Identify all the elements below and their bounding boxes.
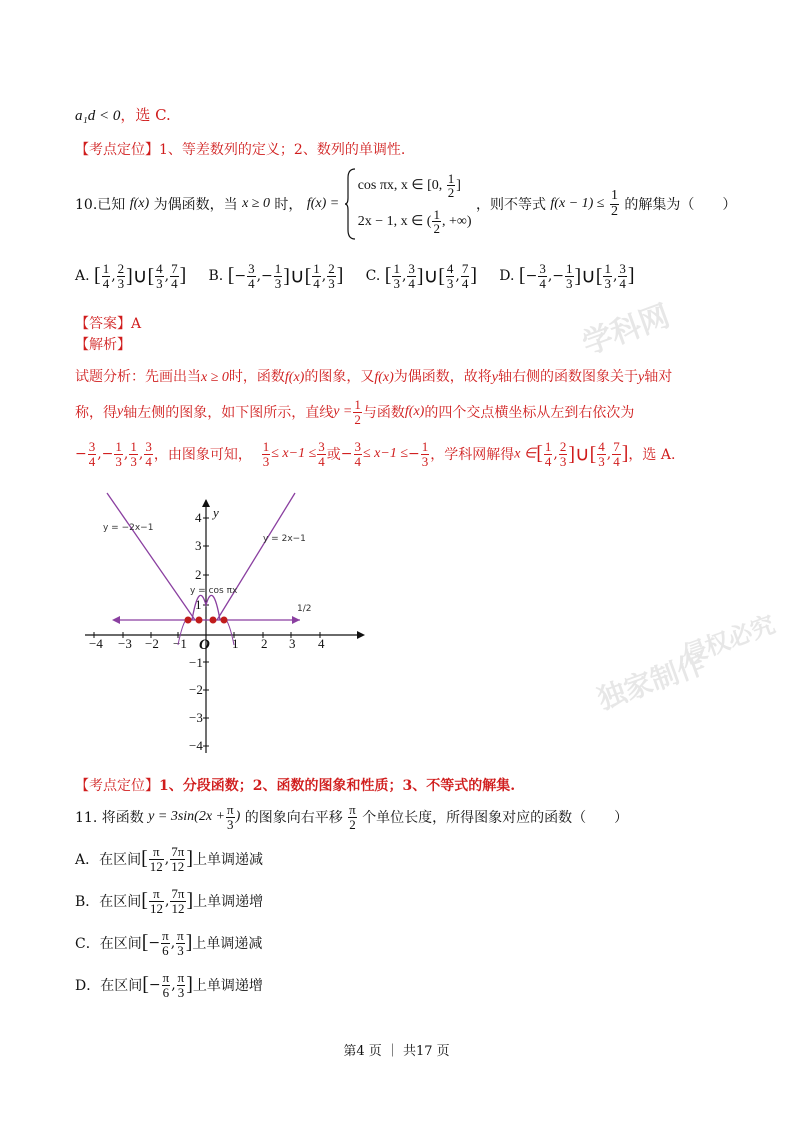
y-tick: 3: [195, 538, 202, 553]
jiexi-tag: 【解析】: [75, 337, 131, 353]
label-left-line: y = −2x−1: [103, 523, 154, 533]
label-cos: y = cos πx: [190, 586, 238, 596]
analysis-line-2: 称，得y轴左侧的图象，如下图所示，直线y = $\frac{1}{2}$ 与函数f(x)的四个交点横坐标从左到右依次为: [75, 397, 635, 427]
question-10: [75, 168, 743, 248]
x-tick: −3: [118, 636, 132, 651]
curve-left-line: [107, 493, 195, 620]
watermark: 学科网: [577, 298, 675, 363]
q11-option-d: D．在区间[− $\frac{\pi}{6}$ , $\frac{\pi}{3}$ ]上单调递增: [75, 970, 263, 1000]
answer-value: A: [131, 316, 142, 332]
q11-prefix: 11. 将函数: [75, 810, 144, 827]
prev-answer-line: [75, 104, 743, 125]
answer-line: [75, 313, 743, 333]
y-tick: 4: [195, 510, 202, 525]
function-graph: [85, 485, 365, 760]
q10-ineq-text: ，则不等式: [475, 197, 546, 213]
kaodian-text: 1、分段函数；2、函数的图象和性质；3、不等式的解集.: [159, 778, 516, 794]
x-axis-arrow-icon: [357, 631, 365, 639]
y-axis-label: y: [213, 505, 219, 520]
case-2: 2x − 1, x ∈ (: [357, 214, 432, 229]
q10-mid2: 时，: [274, 197, 303, 213]
half-numerator: 1: [610, 187, 618, 203]
analysis-line-1: 试题分析：先画出当x ≥ 0时，函数f(x)的图象，又f(x)为偶函数，故将y轴右侧的函数图象关于y轴对: [75, 369, 673, 385]
y-tick: 2: [195, 567, 202, 582]
line-left-arrow-icon: [112, 616, 120, 624]
brace-icon: [344, 168, 356, 240]
case-1: cos πx, x ∈ [0,: [357, 178, 446, 193]
kaodian-text: 1、等差数列的定义；2、数列的单调性.: [159, 142, 406, 158]
watermark: 独家制作: [593, 646, 710, 717]
curve-right-line: [217, 493, 295, 620]
q10-tail: 的解集为（ ）: [624, 197, 737, 213]
label-half: 1/2: [297, 604, 312, 614]
label-right-line: y = 2x−1: [263, 534, 306, 544]
y-axis-arrow-icon: [202, 499, 210, 507]
origin-label: O: [199, 637, 210, 653]
option-d: D. [− $\frac{3}{4}$ ,− $\frac{1}{3}$ ]∪[ $\frac{1}{3}$ , $\frac{3}{4}$ ]: [499, 261, 635, 291]
option-a: A. [ $\frac{1}{4}$ , $\frac{2}{3}$ ]∪[ $\frac{4}{3}$ , $\frac{7}{4}$ ]: [75, 261, 187, 291]
kaodian-2: [75, 775, 743, 795]
y-tick: −3: [189, 710, 203, 725]
answer-tag: 【答案】: [75, 316, 131, 332]
q10-options: [75, 262, 743, 290]
x-tick: −4: [89, 636, 103, 651]
jiexi-line: [75, 334, 743, 354]
prev-expr: a₁d < 0: [75, 108, 121, 124]
x-tick: 4: [318, 636, 325, 651]
case-2-end: , +∞): [441, 214, 472, 229]
intersection-point: [196, 617, 203, 624]
x-tick: −2: [145, 636, 159, 651]
line-right-arrow-icon: [292, 616, 300, 624]
analysis-line-3: − $\frac{3}{4}$ ,− $\frac{1}{3}$ , $\frac{1}{3}$ , $\frac{3}{4}$ ，由图象可知， $\frac{1}{3}$ ≤ x−1 ≤ $\frac{3}{4}$ 或− $\frac{3}{4}$ ≤ x−1 ≤− $\frac{1}{3}$ ，学科网解得x ∈[ $\frac{1}{4}$ , $\frac{2}{3}$ ]∪[ $\frac{4}{3}$ , $\frac{7}{4}$ ]，选 A.: [75, 439, 676, 469]
intersection-point: [221, 617, 228, 624]
x-tick: −1: [173, 636, 187, 651]
kaodian-1: [75, 139, 743, 159]
kaodian-tag: 【考点定位】: [75, 778, 159, 794]
q11-option-b: B．在区间[ $\frac{\pi}{12}$ , $\frac{7\pi}{12}$ ]上单调递增: [75, 886, 264, 916]
y-tick: −2: [189, 682, 203, 697]
y-tick: −1: [189, 655, 203, 670]
prev-choice: ，选 C.: [120, 106, 171, 124]
q10-fx: f(x): [129, 196, 150, 211]
option-b: B. [− $\frac{3}{4}$ ,− $\frac{1}{3}$ ]∪[ $\frac{1}{4}$ , $\frac{2}{3}$ ]: [208, 261, 344, 291]
intersection-point: [185, 617, 192, 624]
q11-mid: 的图象向右平移: [244, 810, 343, 827]
q10-fx-eq: f(x) =: [306, 196, 340, 211]
q11-func: y = 3sin(2x +: [148, 809, 225, 825]
q10-mid1: 为偶函数，当: [153, 197, 238, 213]
y-tick: 1: [195, 597, 202, 612]
half-denominator: 2: [610, 203, 618, 219]
q10-ineq: f(x − 1) ≤: [550, 196, 605, 211]
x-tick: 3: [289, 636, 296, 651]
question-11: 11. 将函数 y = 3sin(2x + $\frac{\pi}{3}$ ) 的图象向右平移 $\frac{\pi}{2}$ 个单位长度，所得图象对应的函数（ ）: [75, 802, 629, 832]
intersection-point: [210, 617, 217, 624]
watermark: 侵权必究: [678, 610, 779, 670]
q11-option-a: A．在区间[ $\frac{\pi}{12}$ , $\frac{7\pi}{12}$ ]上单调递减: [75, 844, 263, 874]
piecewise-function: cos πx, x ∈ [0, $\frac{1}{2}$ ] 2x − 1, x ∈ ( $\frac{1}{2}$ , +∞): [344, 168, 472, 240]
q11-option-c: C．在区间[− $\frac{\pi}{6}$ , $\frac{\pi}{3}$ ]上单调递减: [75, 928, 263, 958]
x-tick: 1: [232, 636, 239, 651]
q11-tail: 个单位长度，所得图象对应的函数（ ）: [362, 810, 629, 827]
page-footer: 第4 页 ｜ 共17 页: [343, 1044, 450, 1059]
q10-cond: x ≥ 0: [242, 196, 270, 211]
q10-prefix: 10.已知: [75, 197, 126, 213]
x-tick: 2: [261, 636, 268, 651]
option-c: C. [ $\frac{1}{3}$ , $\frac{3}{4}$ ]∪[ $\frac{4}{3}$ , $\frac{7}{4}$ ]: [365, 261, 477, 291]
kaodian-tag: 【考点定位】: [75, 142, 159, 158]
y-tick: −4: [189, 738, 203, 753]
